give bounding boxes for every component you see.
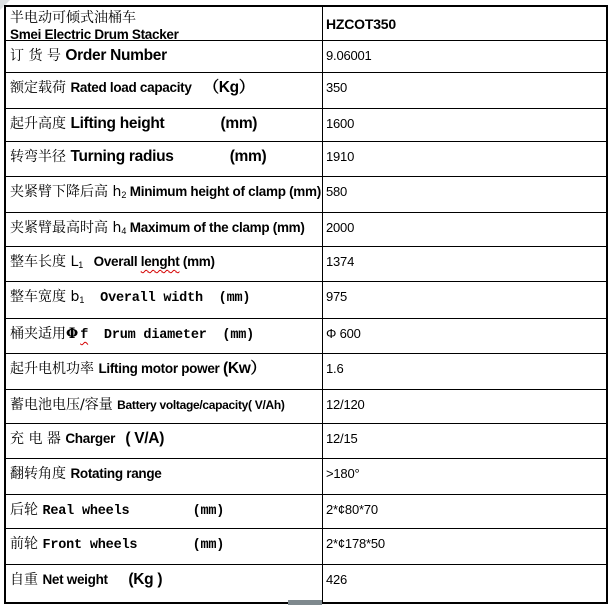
text-segment: Lifting motor power: [98, 361, 223, 376]
text-segment: 12/120: [326, 397, 365, 412]
text-segment: 2: [121, 190, 127, 200]
text-segment: Smei: [10, 27, 41, 40]
text-segment: Maximum of the clamp (mm): [126, 220, 305, 235]
text-segment: f: [80, 328, 89, 343]
text-segment: 起升电机功率: [10, 361, 99, 377]
text-segment: 975: [326, 289, 348, 304]
text-segment: 翻转角度: [10, 466, 71, 482]
text-segment: 转弯半径: [10, 149, 71, 165]
spec-label-cell: [6, 142, 323, 176]
spec-label-cell: [6, 41, 323, 72]
text-segment: 12/15: [326, 431, 358, 446]
text-segment: 订 货 号: [10, 48, 66, 64]
text-segment: Charger: [65, 431, 126, 446]
spec-value-cell: [323, 354, 606, 389]
text-segment: 1374: [326, 254, 355, 269]
spec-value-cell: [323, 247, 606, 281]
text-segment: 半电动可倾式油桶车: [10, 10, 136, 26]
table-row-overall-length: [6, 247, 606, 282]
spec-label-cell: [6, 109, 323, 141]
text-segment: Rated load capacity: [70, 80, 192, 95]
text-segment: 2*¢80*70: [326, 502, 378, 517]
spec-label-cell: [6, 529, 323, 564]
spec-value-cell: [323, 459, 606, 494]
text-segment: 4: [121, 226, 127, 236]
table-row-overall-width: [6, 282, 606, 319]
text-segment: 1600: [326, 116, 355, 131]
text-segment: Front wheels (mm): [42, 538, 225, 553]
text-segment: 1910: [326, 149, 355, 164]
table-row-battery-voltage-capacity: [6, 390, 606, 424]
text-segment: Overall: [83, 254, 141, 269]
text-segment: 夹紧臂下降后高 h: [10, 184, 122, 200]
spec-label-cell: [6, 390, 323, 423]
spec-value-cell: [323, 529, 606, 564]
spec-value-cell: [323, 142, 606, 176]
table-row-drum-diameter: [6, 319, 606, 354]
table-row-rear-wheels: [6, 495, 606, 529]
spec-value-cell: [323, 390, 606, 423]
text-segment: Net weight: [42, 572, 129, 587]
text-segment: 起升高度: [10, 116, 71, 132]
spec-label-cell: [6, 354, 323, 389]
text-segment: 充 电 器: [10, 431, 66, 447]
text-segment: （Kg）: [191, 79, 255, 96]
text-segment: 580: [326, 184, 348, 199]
spec-label-cell: [6, 495, 323, 528]
text-segment: ( V/A): [125, 430, 165, 447]
table-row-lifting-height: [6, 109, 606, 142]
text-segment: (Kw）: [222, 360, 266, 377]
spec-label-cell: [6, 565, 323, 602]
table-row-product-title: [6, 7, 606, 41]
spec-value-cell: [323, 109, 606, 141]
text-segment: Real wheels (mm): [42, 504, 225, 519]
spec-value-cell: [323, 73, 606, 108]
spec-value-cell: [323, 41, 606, 72]
text-segment: 自重: [10, 572, 43, 588]
text-segment: Order Number: [65, 47, 167, 64]
spec-label-cell: [6, 424, 323, 458]
text-segment: Electric Drum: [41, 27, 132, 40]
text-segment: 1: [79, 295, 85, 305]
text-segment: Φ: [66, 326, 79, 342]
table-row-front-wheels: [6, 529, 606, 565]
table-row-order-number: [6, 41, 606, 73]
table-row-turning-radius: [6, 142, 606, 177]
text-segment: Drum diameter (mm): [88, 328, 255, 343]
spec-value-cell: [323, 7, 606, 40]
text-segment: 额定载荷: [10, 80, 71, 96]
text-segment: 整车长度 L: [10, 254, 79, 270]
text-segment: 426: [326, 572, 348, 587]
text-segment: 2*¢178*50: [326, 536, 385, 551]
spec-label-cell: [6, 247, 323, 281]
text-segment: 夹紧臂最高时高 h: [10, 220, 122, 236]
table-row-net-weight: [6, 565, 606, 602]
text-segment: Minimum height of clamp (mm): [126, 184, 321, 199]
text-segment: 蓄电池电压/容量: [10, 397, 118, 413]
text-segment: 后轮: [10, 502, 43, 518]
text-segment: 1: [78, 260, 84, 270]
table-row-lifting-motor-power: [6, 354, 606, 390]
text-segment: 350: [326, 80, 348, 95]
text-segment: Rotating range: [70, 466, 162, 481]
spec-value-cell: [323, 177, 606, 212]
text-segment: 9.06001: [326, 48, 372, 63]
text-segment: 1.6: [326, 361, 344, 376]
spec-table: [4, 5, 608, 604]
spec-label-cell: [6, 7, 323, 40]
spec-label-cell: [6, 319, 323, 353]
text-segment: Overall width (mm): [84, 291, 251, 306]
text-segment: Lifting height (mm): [70, 115, 258, 132]
text-segment: 2000: [326, 220, 355, 235]
table-row-clamp-maximum-height: [6, 213, 606, 247]
table-row-rated-load-capacity: [6, 73, 606, 109]
spec-value-cell: [323, 495, 606, 528]
spec-value-cell: [323, 424, 606, 458]
spec-label-cell: [6, 213, 323, 246]
text-segment: lenght: [140, 254, 180, 269]
spec-value-cell: [323, 213, 606, 246]
table-row-rotating-range: [6, 459, 606, 495]
text-segment: (mm): [179, 254, 215, 269]
spec-value-cell: [323, 565, 606, 602]
text-segment: Turning radius (mm): [70, 148, 267, 165]
text-segment: Φ 600: [326, 326, 361, 341]
text-segment: HZCOT350: [326, 16, 396, 32]
table-row-clamp-minimum-height: [6, 177, 606, 213]
spec-label-cell: [6, 73, 323, 108]
text-segment: >180°: [326, 466, 360, 481]
text-segment: 整车宽度 b: [10, 289, 80, 305]
text-segment: Battery voltage/capacity( V/Ah): [117, 398, 285, 412]
spec-label-cell: [6, 459, 323, 494]
spec-value-cell: [323, 319, 606, 353]
text-segment: Stacker: [132, 27, 179, 40]
text-segment: 桶夹适用: [10, 326, 66, 342]
text-segment: (Kg ): [128, 571, 163, 588]
spec-label-cell: [6, 282, 323, 318]
text-segment: 前轮: [10, 536, 43, 552]
spec-label-cell: [6, 177, 323, 212]
table-row-charger: [6, 424, 606, 459]
spec-value-cell: [323, 282, 606, 318]
horizontal-scrollbar-thumb[interactable]: [288, 600, 322, 605]
